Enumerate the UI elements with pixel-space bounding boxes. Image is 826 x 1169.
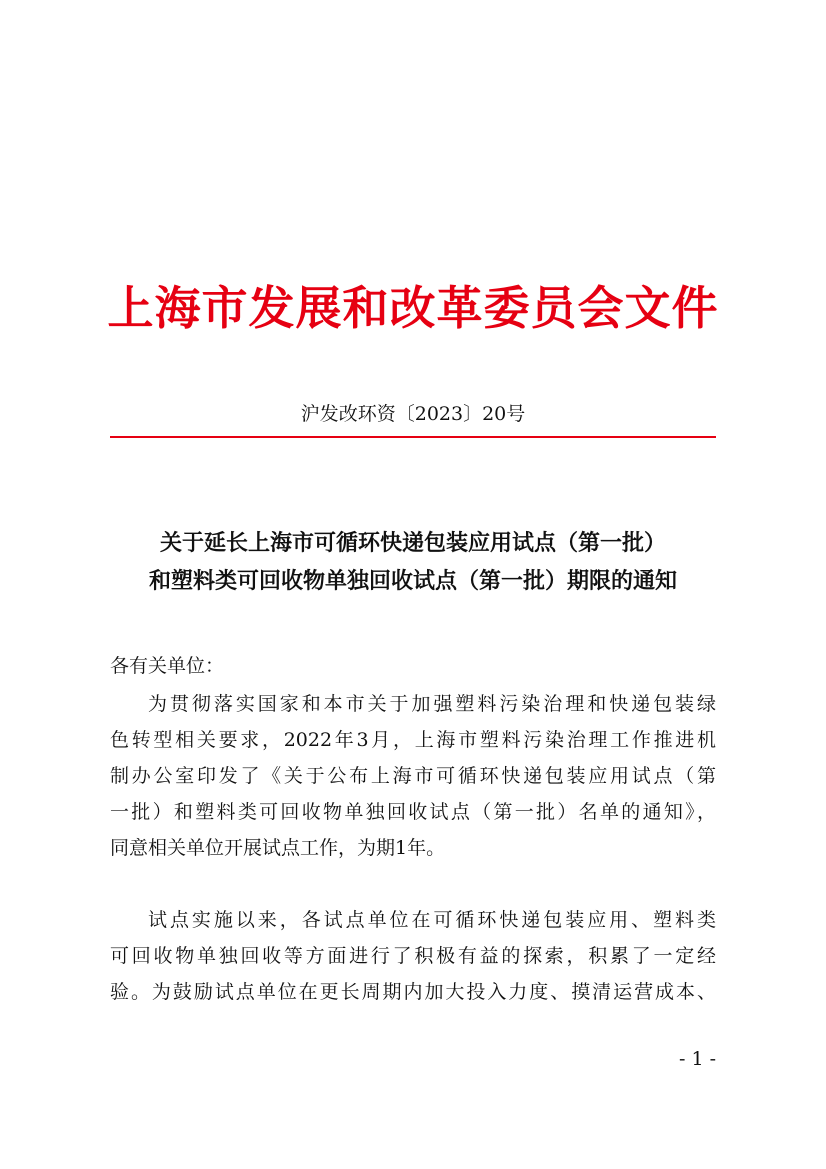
paragraph-1-line: 为贯彻落实国家和本市关于加强塑料污染治理和快递包装绿 — [148, 693, 716, 715]
paragraph-2-line: 试点实施以来，各试点单位在可循环快递包装应用、塑料类 — [148, 909, 716, 931]
paragraph-1-line: 色转型相关要求，2022年3月，上海市塑料污染治理工作推进机 — [110, 729, 716, 751]
paragraph-2-line: 验。为鼓励试点单位在更长周期内加大投入力度、摸清运营成本、 — [110, 981, 716, 1003]
notice-title-line-2: 和塑料类可回收物单独回收试点（第一批）期限的通知 — [148, 568, 677, 594]
salutation: 各有关单位： — [110, 655, 225, 677]
issuing-authority-title: 上海市发展和改革委员会文件 — [107, 281, 719, 335]
page-number: - 1 - — [678, 1048, 716, 1070]
paragraph-1 — [110, 686, 716, 866]
paragraph-1-line: 制办公室印发了《关于公布上海市可循环快递包装应用试点（第 — [110, 765, 716, 787]
paragraph-1-line: 同意相关单位开展试点工作，为期1年。 — [110, 837, 446, 859]
paragraph-2-line: 可回收物单独回收等方面进行了积极有益的探索，积累了一定经 — [110, 945, 716, 967]
notice-title — [0, 524, 826, 600]
red-separator-line — [110, 436, 716, 438]
notice-title-line-1: 关于延长上海市可循环快递包装应用试点（第一批） — [159, 530, 666, 556]
document-number: 沪发改环资〔2023〕20号 — [300, 403, 526, 425]
paragraph-2 — [110, 902, 716, 1010]
paragraph-1-line: 一批）和塑料类可回收物单独回收试点（第一批）名单的通知》， — [110, 801, 716, 823]
